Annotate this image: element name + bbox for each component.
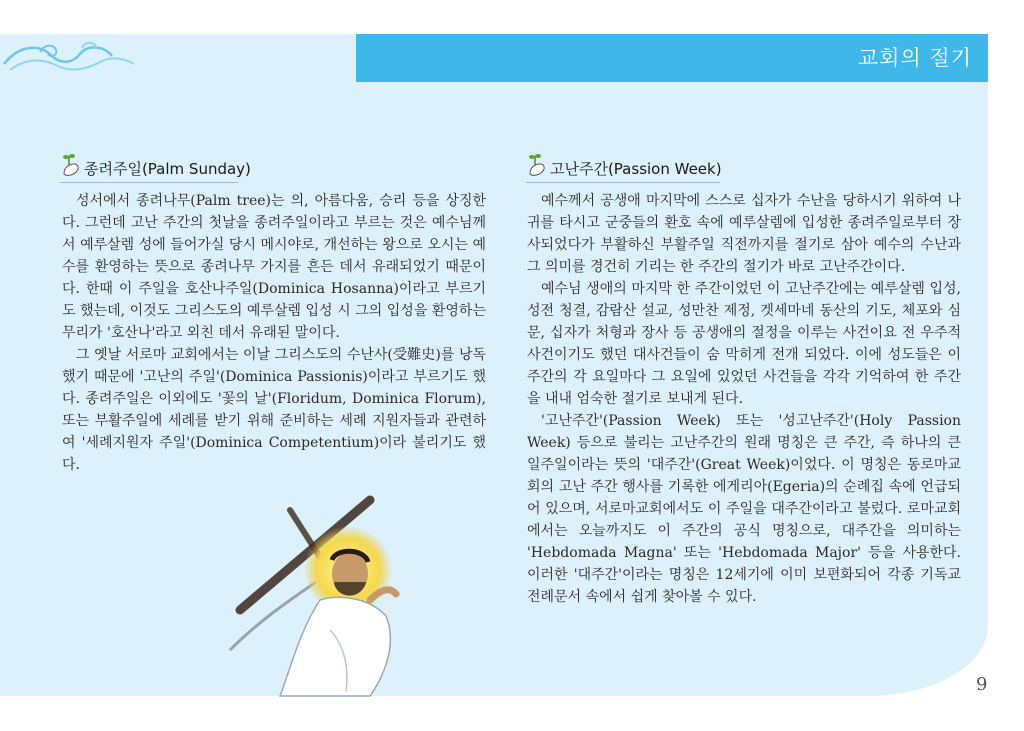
page-number: 9 (976, 674, 988, 695)
sprout-icon (526, 152, 548, 178)
section-title-text: 종려주일(Palm Sunday) (84, 160, 251, 178)
section-title-passion-week (526, 158, 720, 183)
paragraph: 성서에서 종려나무(Palm tree)는 의, 아름다움, 승리 등을 상징한다. 그런데 고난 주간의 첫날을 종려주일이라고 부르는 것은 예수님께서 예루살렘 성에 들어가실 당시 메시야로, 개선하는 왕으로 오시는 예수를 환영하는 뜻으로 종려나무 가지를 흔든 데서 유래되었기 때문이다. 한때 이 주일을 호산나주일(Dominica Hosanna)이라고 부르기도 했는데, 이것도 그리스도의 예루살렘 입성 시 그의 입성을 환영하는 무리가 '호산나'라고 외친 데서 유래된 말이다. (62, 193, 486, 341)
right-column-text (527, 190, 961, 608)
paragraph: 예수께서 공생애 마지막에 스스로 십자가 수난을 당하시기 위하여 나귀를 타시고 군중들의 환호 속에 예루살렘에 입성한 종려주일로부터 장사되었다가 부활하신 부활주일 직전까지를 절기로 삼아 예수의 수난과 그 의미를 경건히 기리는 한 주간의 절기가 바로 고난주간이다. (527, 193, 961, 275)
section-title-text: 고난주간(Passion Week) (550, 160, 722, 178)
left-column-text (62, 190, 486, 476)
jesus-cross-illustration-icon (220, 470, 460, 700)
swirl-ornament-icon (0, 34, 140, 82)
paragraph: 그 옛날 서로마 교회에서는 이날 그리스도의 수난사(受難史)를 낭독했기 때문에 '고난의 주일'(Dominica Passionis)이라고 부르기도 했다. 종려주일은 이외에도 '꽃의 날'(Floridum, Dominica Florum), 또는 부활주일에 세례를 받기 위해 준비하는 세례 지원자들과 관련하여 '세례지원자 주일'(Dominica Competentium)이라 불리기도 했다. (62, 347, 486, 473)
paragraph: '고난주간'(Passion Week) 또는 '성고난주간'(Holy Passion Week) 등으로 불리는 고난주간의 원래 명칭은 큰 주간, 즉 하나의 큰 일주일이라는 뜻의 '대주간'(Great Week)이었다. 이 명칭은 동로마교회의 고난 주간 행사를 기록한 에게리아(Egeria)의 순례집 속에 언급되어 있으며, 서로마교회에서도 이 주일을 대주간이라고 불렀다. 로마교회에서는 오늘까지도 이 주간의 공식 명칭으로, 대주간을 의미하는 'Hebdomada Magna' 또는 'Hebdomada Major' 등을 사용한다. 이러한 '대주간'이라는 명칭은 12세기에 이미 보편화되어 각종 기독교 전례문서 속에서 쉽게 찾아볼 수 있다. (527, 413, 961, 605)
paragraph: 예수님 생애의 마지막 한 주간이었던 이 고난주간에는 예루살렘 입성, 성전 청결, 감람산 설교, 성만찬 제정, 겟세마네 동산의 기도, 체포와 심문, 십자가 처형과 장사 등 공생애의 절정을 이루는 사건이요 전 우주적 사건이기도 했던 대사건들이 숨 막히게 전개 되었다. 이에 성도들은 이 주간의 각 요일마다 그 요일에 있었던 사건들을 각각 기억하여 한 주간을 내내 엄숙한 절기로 보내게 된다. (527, 281, 961, 407)
sprout-icon (60, 152, 82, 178)
section-title-palm-sunday (60, 158, 251, 183)
page-title: 교회의 절기 (857, 46, 972, 70)
